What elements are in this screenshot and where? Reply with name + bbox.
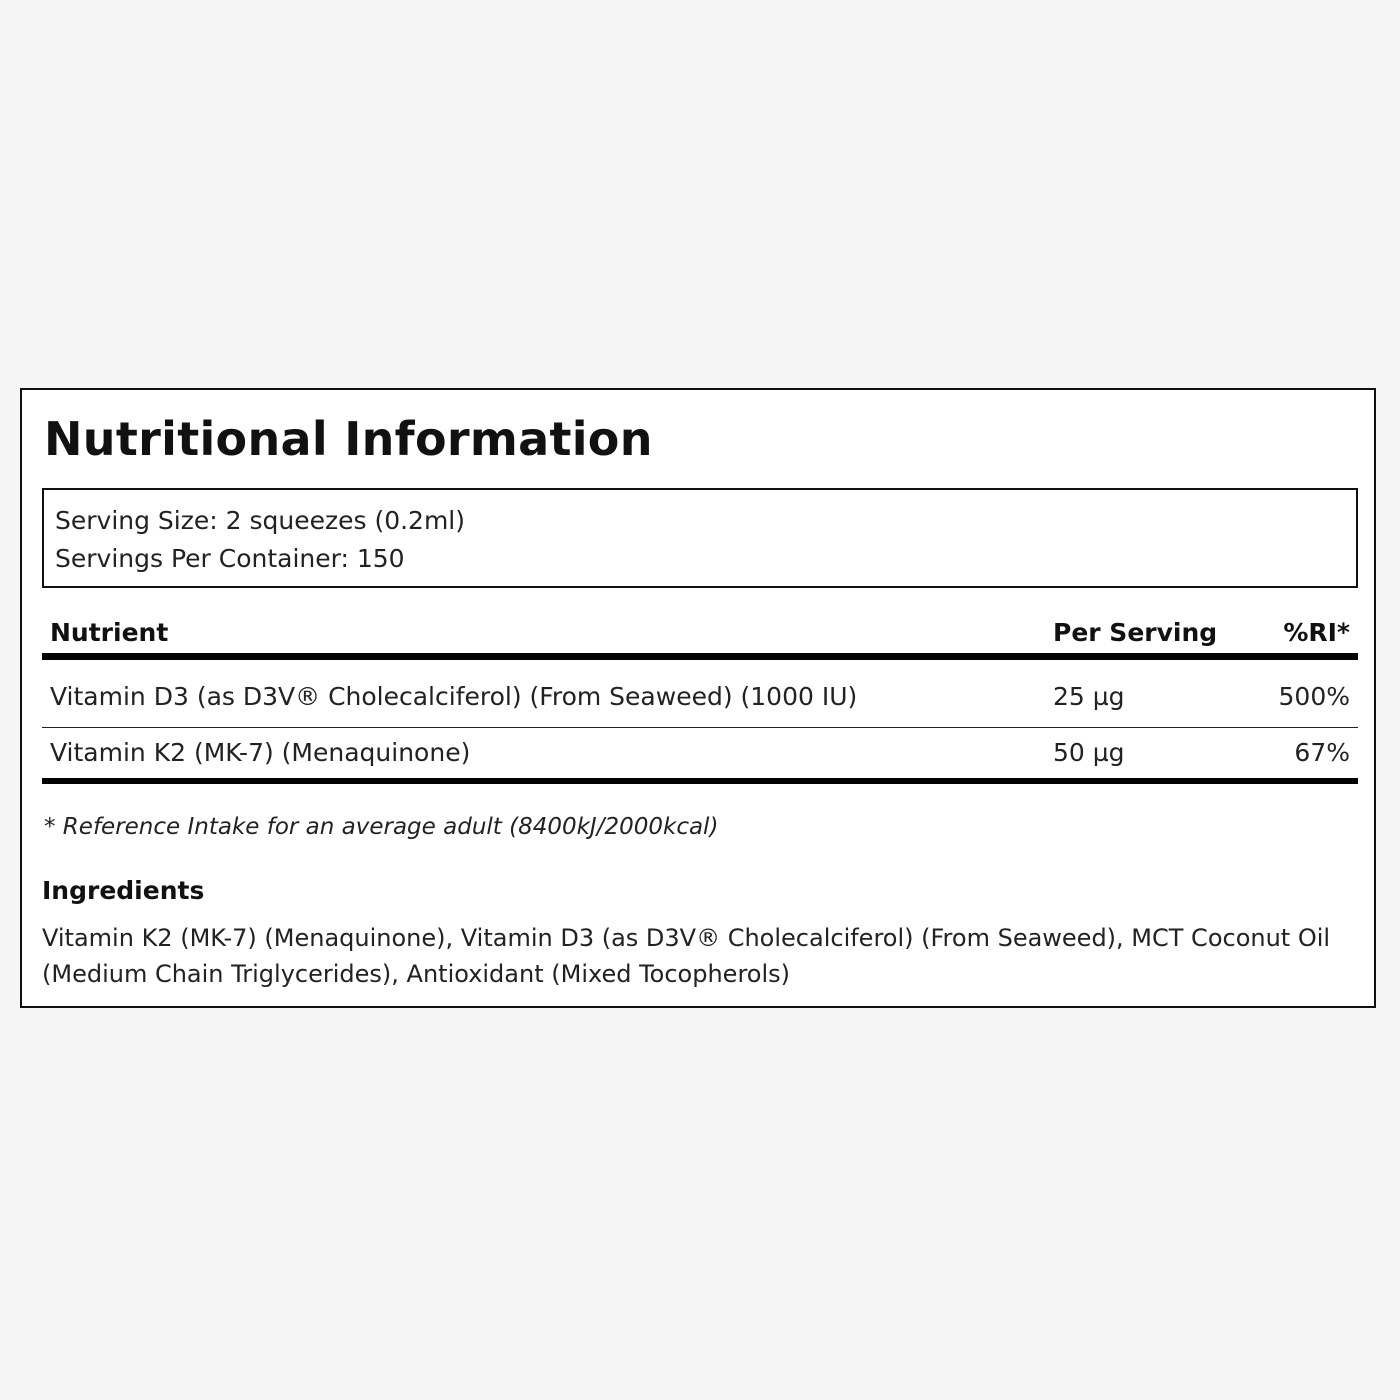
nutrient-table [42, 612, 1358, 784]
nutrient-amount: 50 µg [1053, 738, 1125, 767]
table-row [42, 660, 1358, 728]
nutrient-name: Vitamin D3 (as D3V® Cholecalciferol) (From Seaweed) (1000 IU) [50, 682, 858, 711]
serving-info-box [42, 488, 1358, 588]
panel-title: Nutritional Information [44, 412, 653, 466]
nutrient-ri: 67% [1294, 738, 1350, 767]
nutrient-ri: 500% [1278, 682, 1350, 711]
ingredients-list: Vitamin K2 (MK-7) (Menaquinone), Vitamin D3 (as D3V® Cholecalciferol) (From Seaweed), MCT Coconut Oil (Medium Chain Triglycerides), Antioxidant (Mixed Tocopherols) [42, 924, 1331, 988]
nutrient-name: Vitamin K2 (MK-7) (Menaquinone) [50, 738, 471, 767]
nutrition-panel [20, 388, 1376, 1008]
servings-per-container: Servings Per Container: 150 [55, 544, 405, 573]
reference-intake-footnote: * Reference Intake for an average adult (8400kJ/2000kcal) [44, 814, 719, 840]
column-header-per-serving: Per Serving [1053, 618, 1218, 647]
serving-size: Serving Size: 2 squeezes (0.2ml) [55, 506, 466, 535]
nutrient-amount: 25 µg [1053, 682, 1125, 711]
ingredients-heading: Ingredients [42, 876, 205, 905]
table-header-row [42, 612, 1358, 660]
table-row [42, 728, 1358, 784]
column-header-ri: %RI* [1283, 618, 1350, 647]
column-header-nutrient: Nutrient [50, 618, 169, 647]
